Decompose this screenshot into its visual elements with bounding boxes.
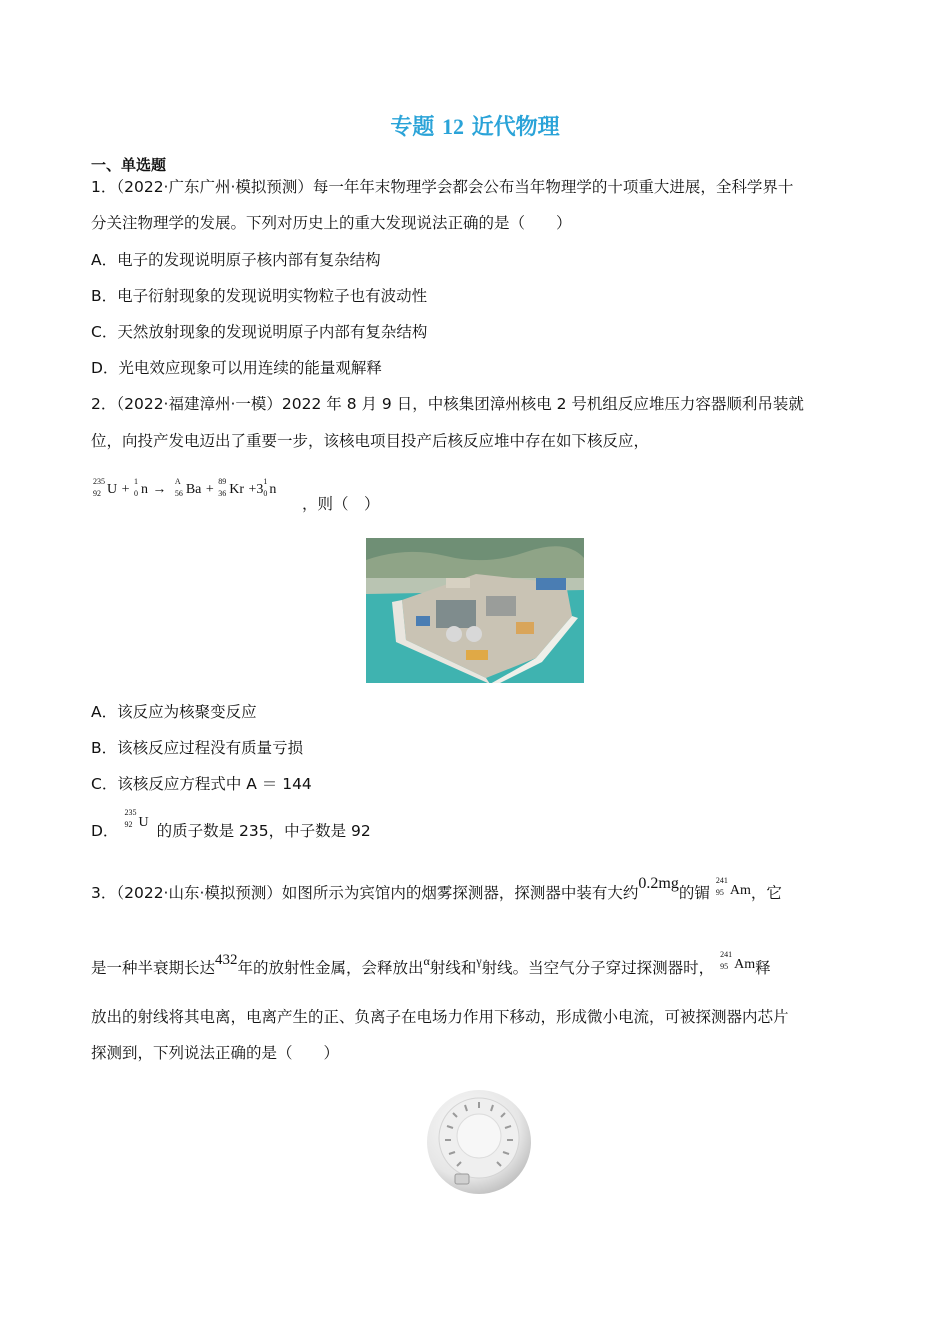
q2-stem-line2: 位，向投产发电迈出了重要一步，该核电项目投产后核反应堆中存在如下核反应， bbox=[91, 432, 650, 450]
mass-value: 0.2mg bbox=[638, 875, 679, 892]
plus-sign: + bbox=[121, 482, 130, 497]
alpha-symbol: α bbox=[423, 954, 430, 968]
q1-stem-line2: 分关注物理学的发展。下列对历史上的重大发现说法正确的是（ ） bbox=[91, 214, 572, 232]
nuclear-plant-photo bbox=[366, 538, 584, 683]
q2-option-c: C．该核反应方程式中 A ＝ 144 bbox=[91, 775, 312, 793]
neutron-nuclide: 1 0 n bbox=[263, 477, 277, 498]
q2-option-a: A．该反应为核聚变反应 bbox=[91, 703, 257, 721]
uranium-235-nuclide: 235 92 U bbox=[124, 808, 149, 830]
americium-241-nuclide: 241 95 Am bbox=[715, 876, 751, 898]
q3-line3: 放出的射线将其电离，电离产生的正、负离子在电场力作用下移动，形成微小电流，可被探测器内芯片 bbox=[91, 1008, 789, 1026]
arrow: → bbox=[152, 482, 167, 497]
coefficient: 3 bbox=[256, 482, 264, 497]
q3-line1: 3．（2022·山东·模拟预测）如图所示为宾馆内的烟雾探测器，探测器中装有大约0.2mg的镅 241 95 Am，它 bbox=[91, 875, 782, 902]
q2-option-b: B．该核反应过程没有质量亏损 bbox=[91, 739, 304, 757]
q1-option-c: C．天然放射现象的发现说明原子内部有复杂结构 bbox=[91, 323, 428, 341]
gamma-symbol: γ bbox=[476, 954, 482, 968]
q2-after-equation: ，则（ ） bbox=[302, 495, 380, 513]
q1-option-a: A．电子的发现说明原子核内部有复杂结构 bbox=[91, 251, 381, 269]
plus-sign: + bbox=[205, 482, 214, 497]
q2-equation bbox=[93, 477, 277, 498]
barium-nuclide: A 56 Ba bbox=[174, 477, 202, 498]
americium-241-nuclide: 241 95 Am bbox=[720, 950, 756, 972]
q2-stem-line1: 2．（2022·福建漳州·一模）2022 年 8 月 9 日，中核集团漳州核电 2 号机组反应堆压力容器顺利吊装就 bbox=[91, 395, 804, 413]
half-life-years: 432 bbox=[215, 952, 238, 968]
q1-option-d: D．光电效应现象可以用连续的能量观解释 bbox=[91, 359, 382, 377]
neutron-nuclide: 1 0 n bbox=[133, 477, 148, 498]
q2-option-d: D． 235 92 U 的质子数是 235，中子数是 92 bbox=[91, 808, 371, 840]
krypton-nuclide: 89 36 Kr bbox=[218, 477, 244, 498]
page-title bbox=[0, 110, 950, 141]
q1-option-b: B．电子衍射现象的发现说明实物粒子也有波动性 bbox=[91, 287, 428, 305]
q3-line2: 是一种半衰期长达432年的放射性金属，会释放出$^\alpha$射线和$^\gamma$射线。当空气分子穿过探测器时， 241 95 Am释 bbox=[91, 950, 771, 977]
plus-sign: + bbox=[248, 482, 257, 497]
q1-stem-line1: 1．（2022·广东广州·模拟预测）每一年年末物理学会都会公布当年物理学的十项重大进展，全科学界十 bbox=[91, 178, 794, 196]
title-prefix: 专题 bbox=[390, 115, 435, 140]
title-suffix: 近代物理 bbox=[471, 115, 560, 140]
smoke-detector-photo bbox=[425, 1088, 533, 1196]
section-heading: 一、单选题 bbox=[91, 156, 167, 174]
q3-line4: 探测到，下列说法正确的是（ ） bbox=[91, 1044, 340, 1062]
title-number: 12 bbox=[442, 114, 464, 139]
uranium-235-nuclide: 235 92 U bbox=[93, 477, 118, 498]
